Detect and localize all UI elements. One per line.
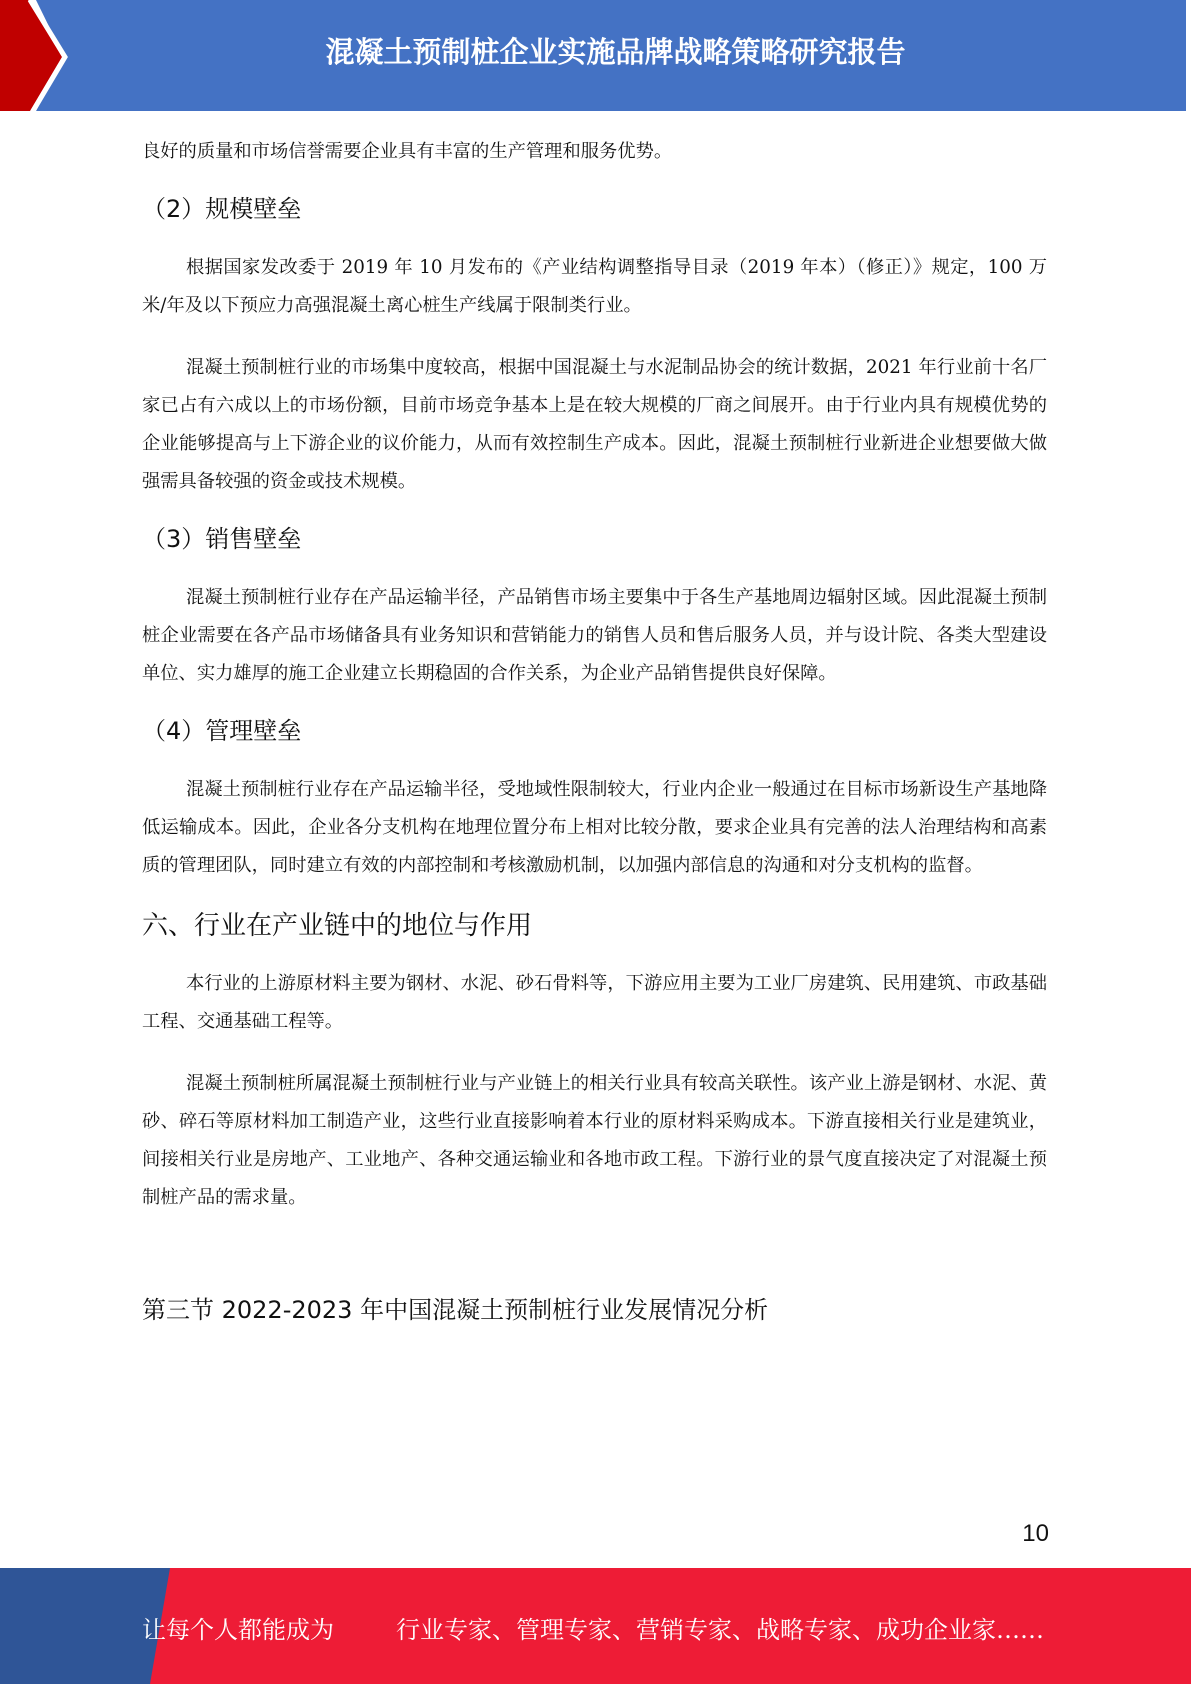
paragraph: 混凝土预制桩行业存在产品运输半径，受地域性限制较大，行业内企业一般通过在目标市场新设生产基地降低运输成本。因此，企业各分支机构在地理位置分布上相对比较分散，要求企业具有完善的法人治理结构和高素质的管理团队，同时建立有效的内部控制和考核激励机制，以加强内部信息的沟通和对分支机构的监督。	[142, 779, 1047, 876]
page-number: 10	[1022, 1520, 1049, 1547]
paragraph: 混凝土预制桩行业存在产品运输半径，产品销售市场主要集中于各生产基地周边辐射区域。因此混凝土预制桩企业需要在各产品市场储备具有业务知识和营销能力的销售人员和售后服务人员，并与设计院、各类大型建设单位、实力雄厚的施工企业建立长期稳固的合作关系，为企业产品销售提供良好保障。	[142, 587, 1047, 684]
paragraph: 良好的质量和市场信誉需要企业具有丰富的生产管理和服务优势。	[142, 141, 673, 162]
footer-slogan-left: 让每个人都能成为	[142, 1616, 334, 1644]
page-header	[0, 0, 1191, 111]
heading-industry-chain: 六、行业在产业链中的地位与作用	[142, 911, 533, 941]
paragraph: 混凝土预制桩所属混凝土预制桩行业与产业链上的相关行业具有较高关联性。该产业上游是钢材、水泥、黄砂、碎石等原材料加工制造产业，这些行业直接影响着本行业的原材料采购成本。下游直接相关行业是建筑业，间接相关行业是房地产、工业地产、各种交通运输业和各地市政工程。下游行业的景气度直接决定了对混凝土预制桩产品的需求量。	[142, 1073, 1047, 1208]
paragraph: 根据国家发改委于 2019 年 10 月发布的《产业结构调整指导目录（2019 年本）（修正）》规定，100 万米/年及以下预应力高强混凝土离心桩生产线属于限制类行业。	[142, 257, 1047, 316]
heading-scale-barrier: （2）规模壁垒	[142, 195, 302, 223]
page-footer	[0, 1568, 1191, 1684]
footer-slogan-right: 行业专家、管理专家、营销专家、战略专家、成功企业家……	[396, 1616, 1044, 1644]
heading-management-barrier: （4）管理壁垒	[142, 717, 302, 745]
heading-sales-barrier: （3）销售壁垒	[142, 525, 302, 553]
paragraph: 本行业的上游原材料主要为钢材、水泥、砂石骨料等，下游应用主要为工业厂房建筑、民用建筑、市政基础工程、交通基础工程等。	[142, 973, 1047, 1032]
document-body	[142, 133, 1047, 1349]
report-title: 混凝土预制桩企业实施品牌战略策略研究报告	[325, 35, 906, 69]
paragraph: 混凝土预制桩行业的市场集中度较高，根据中国混凝土与水泥制品协会的统计数据，2021 年行业前十名厂家已占有六成以上的市场份额，目前市场竞争基本上是在较大规模的厂商之间展开。由于行业内具有规模优势的企业能够提高与上下游企业的议价能力，从而有效控制生产成本。因此，混凝土预制桩行业新进企业想要做大做强需具备较强的资金或技术规模。	[142, 357, 1047, 492]
section-heading: 第三节 2022-2023 年中国混凝土预制桩行业发展情况分析	[142, 1296, 769, 1324]
